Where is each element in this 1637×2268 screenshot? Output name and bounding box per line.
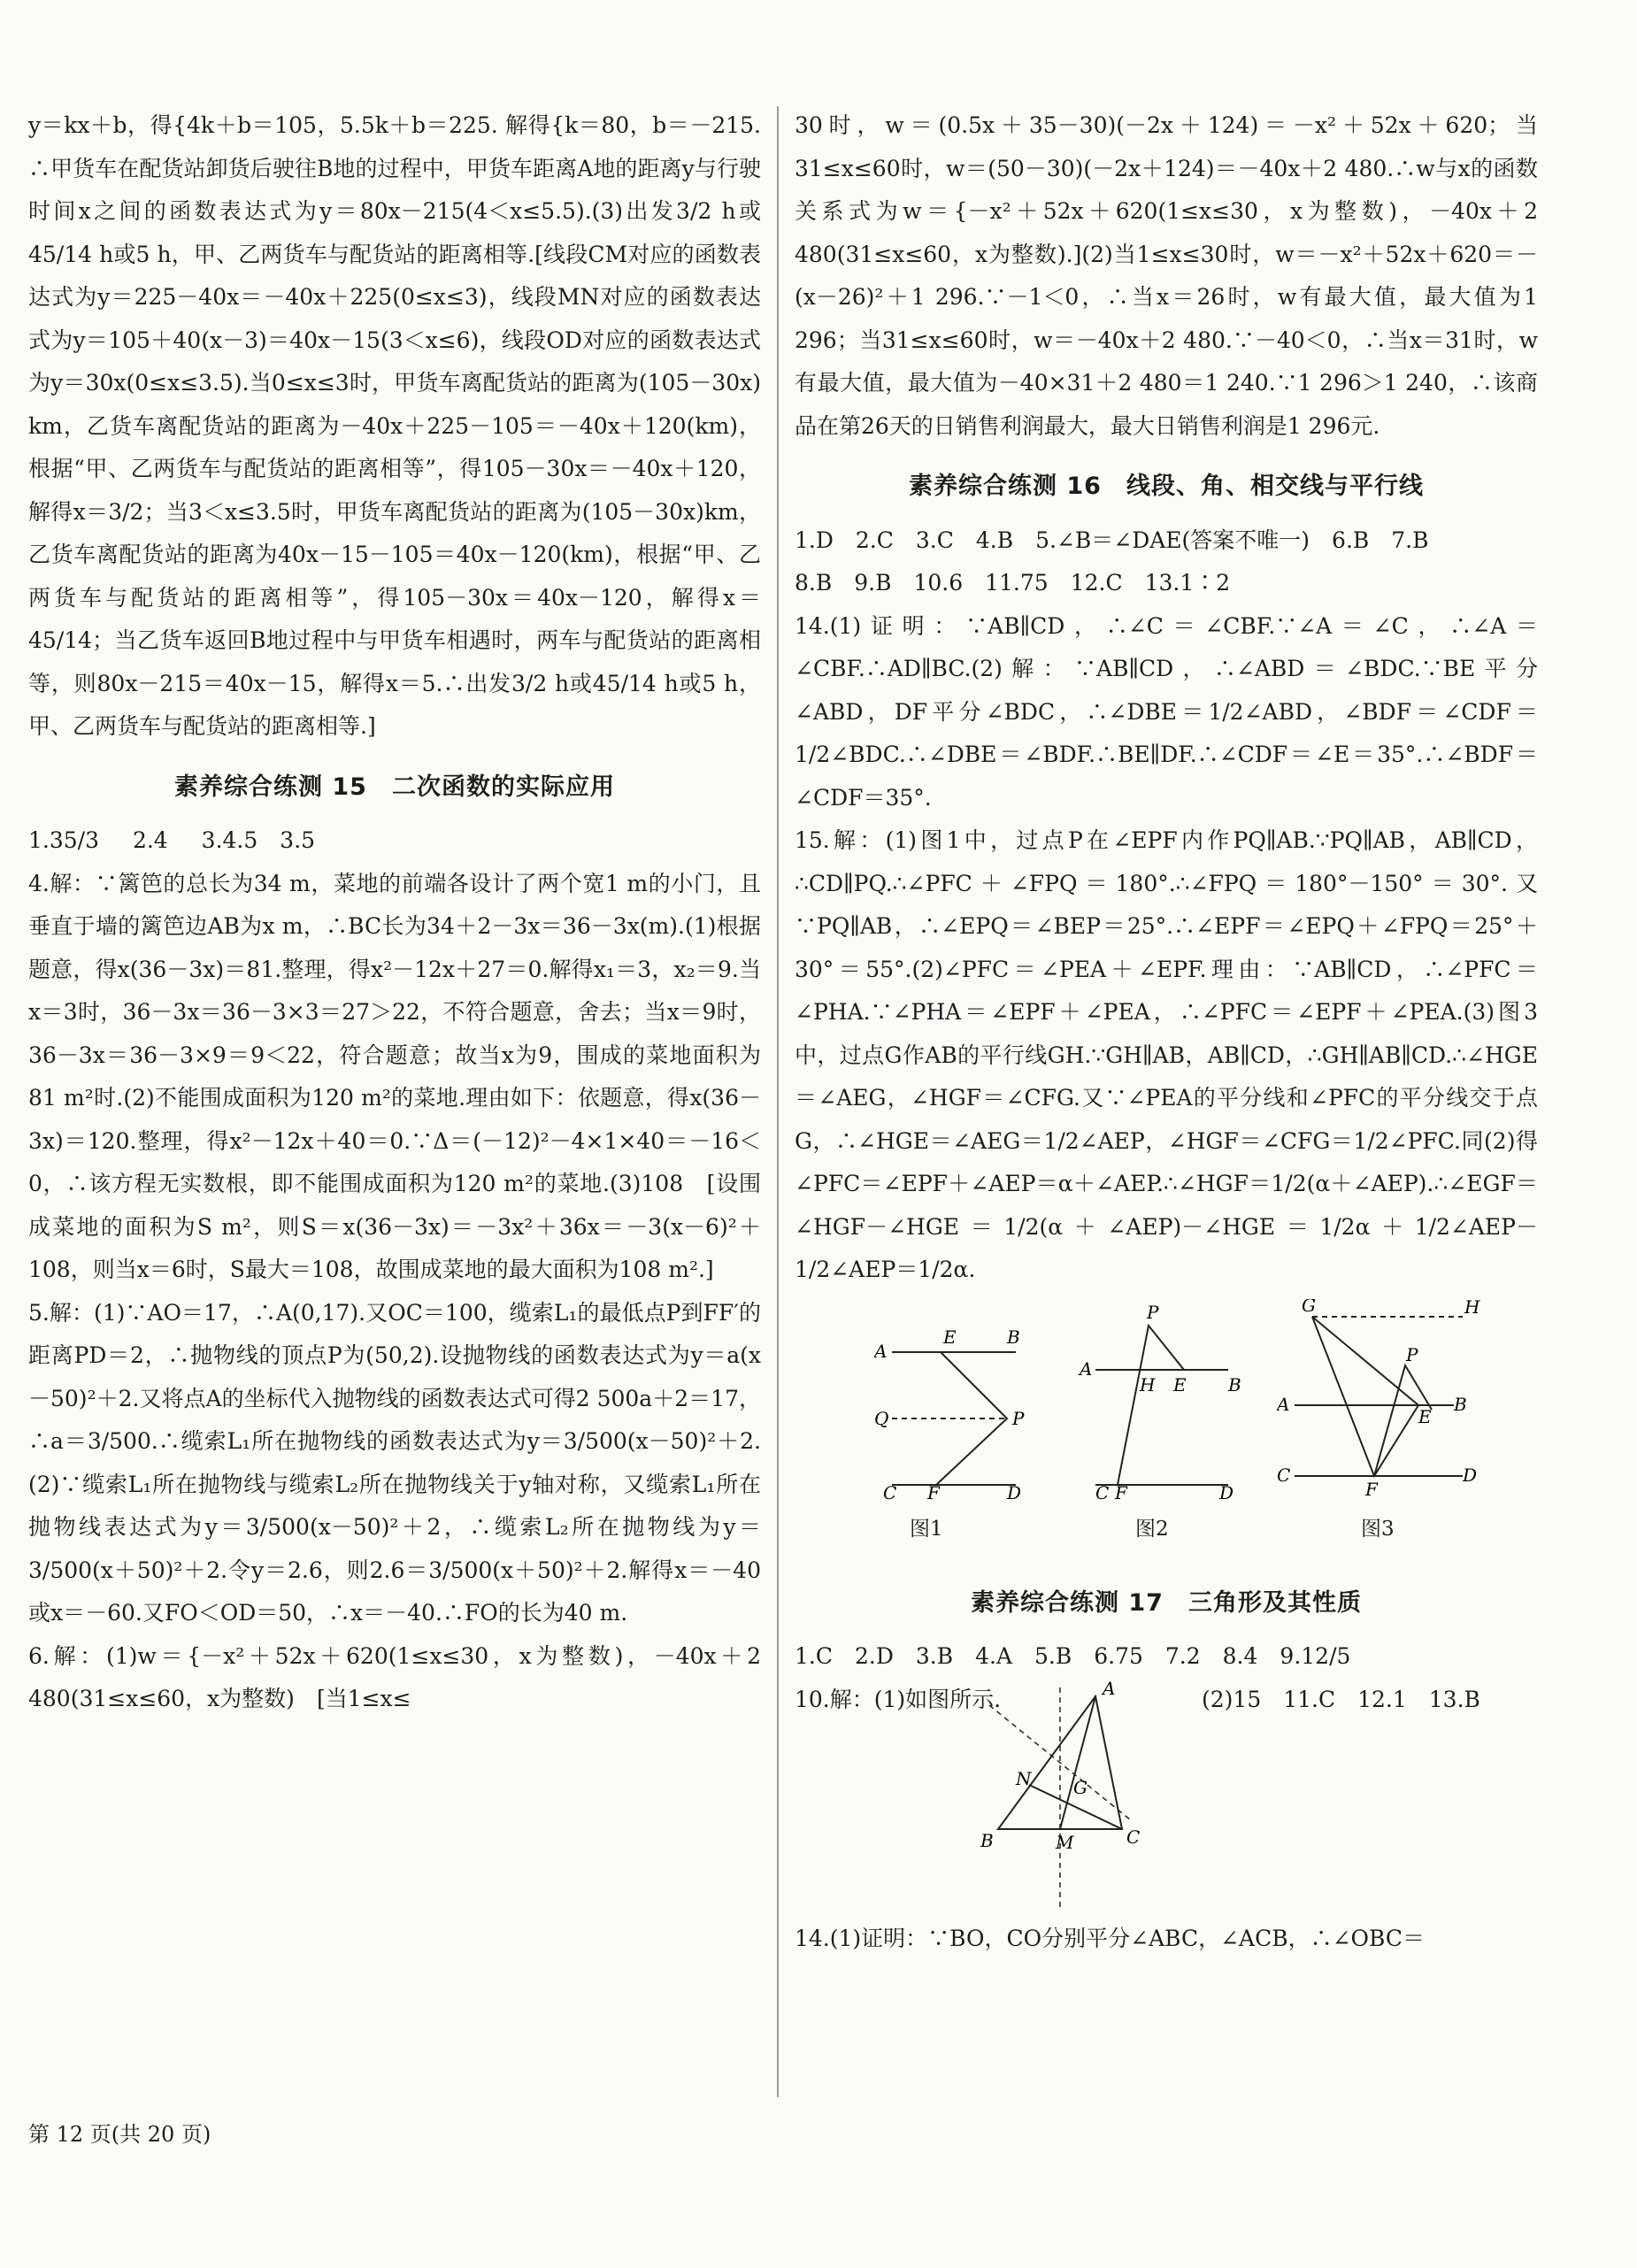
question-10-block <box>795 1679 1538 1918</box>
figure-2-diagram <box>1078 1299 1255 1503</box>
svg-text:B: B <box>980 1829 994 1851</box>
section-heading-16: 素养综合练测 16 线段、角、相交线与平行线 <box>909 473 1424 500</box>
page-footer: 第 12 页(共 20 页) <box>28 2122 211 2147</box>
column-divider <box>777 106 779 2097</box>
question-10-answers: (2)15 11.C 12.1 13.B <box>1202 1686 1480 1712</box>
answer-item: 1.35/3 <box>28 827 99 853</box>
svg-text:A: A <box>1080 1357 1093 1380</box>
svg-text:P: P <box>1406 1343 1418 1365</box>
question-10-text: 10.解：(1)如图所示. <box>795 1686 1002 1712</box>
figure-2-label: 图2 <box>1135 1517 1169 1541</box>
section-heading-17: 素养综合练测 17 三角形及其性质 <box>971 1588 1362 1617</box>
svg-text:A: A <box>1277 1393 1290 1415</box>
svg-text:F: F <box>1115 1481 1127 1503</box>
answer-continued-text: y＝kx＋b，得{4k＋b＝105，5.5k＋b＝225. 解得{k＝80，b＝－215. ∴甲货车在配货站卸货后驶往B地的过程中，甲货车距离A地的距离y与行驶时间x之间的函数表达式为y＝80x－215(4＜x≤5.5).(3)出发3/2 h或45/14 h或5 h，甲、乙两货车与配货站的距离相等.[线段CM对应的函数表达式为y＝225－40x＝－40x＋225(0≤x≤3)，线段MN对应的函数表达式为y＝105＋40(x－3)＝40x－15(3＜x≤6)，线段OD对应的函数表达式为y＝30x(0≤x≤3.5).当0≤x≤3时，甲货车离配货站的距离为(105－30x) km，乙货车离配货站的距离为－40x＋225－105＝－40x＋120(km)，根据“甲、乙两货车与配货站的距离相等”，得105－30x＝－40x＋120，解得x＝3/2；当3＜x≤3.5时，甲货车离配货站的距离为(105－30x)km，乙货车离配货站的距离为40x－15－105＝40x－120(km)，根据“甲、乙两货车与配货站的距离相等”，得105－30x＝40x－120，解得x＝45/14；当乙货车返回B地过程中与甲货车相遇时，两车与配货站的距离相等，则80x－215＝40x－15，解得x＝5.∴出发3/2 h或45/14 h或5 h，甲、乙两货车与配货站的距离相等.] <box>28 112 761 739</box>
svg-text:D: D <box>1007 1481 1022 1503</box>
svg-text:M: M <box>1056 1831 1074 1853</box>
svg-text:G: G <box>1302 1298 1316 1316</box>
svg-text:F: F <box>927 1481 940 1503</box>
figure-3-diagram <box>1277 1299 1489 1503</box>
section-heading-15: 素养综合练测 15 二次函数的实际应用 <box>174 773 615 801</box>
answer-item: 3.4.5 3.5 <box>201 827 316 853</box>
svg-text:D: D <box>1219 1481 1234 1503</box>
svg-text:E: E <box>1173 1373 1187 1395</box>
svg-text:B: B <box>1228 1373 1241 1395</box>
figure-3-label: 图3 <box>1361 1517 1395 1541</box>
svg-text:B: B <box>1454 1393 1467 1415</box>
svg-text:E: E <box>1418 1405 1432 1427</box>
answers-15 <box>28 819 761 863</box>
svg-text:G: G <box>1073 1776 1087 1798</box>
svg-text:P: P <box>1012 1407 1025 1429</box>
svg-text:B: B <box>1007 1326 1020 1348</box>
solution-15: 15.解：(1)图1中，过点P在∠EPF内作PQ∥AB.∵PQ∥AB，AB∥CD，∴CD∥PQ.∴∠PFC＋∠FPQ＝180°.∴∠FPQ＝180°－150°＝30°.又∵PQ∥AB，∴∠EPQ＝∠BEP＝25°.∴∠EPF＝∠EPQ＋∠FPQ＝25°＋30°＝55°.(2)∠PFC＝∠PEA＋∠EPF.理由：∵AB∥CD，∴∠PFC＝∠PHA.∵∠PHA＝∠EPF＋∠PEA，∴∠PFC＝∠EPF＋∠PEA.(3)图3中，过点G作AB的平行线GH.∵GH∥AB，AB∥CD，∴GH∥AB∥CD.∴∠HGE＝∠AEG，∠HGF＝∠CFG.又∵∠PEA的平分线和∠PFC的平分线交于点G，∴∠HGE＝∠AEG＝1/2∠AEP，∠HGF＝∠CFG＝1/2∠PFC.同(2)得∠PFC＝∠EPF＋∠AEP＝α＋∠AEP.∴∠HGF＝1/2(α＋∠AEP).∴∠EGF＝∠HGF－∠HGE＝1/2(α＋∠AEP)－∠HGE＝1/2α＋1/2∠AEP－1/2∠AEP＝1/2α. <box>795 827 1538 1282</box>
answer-item: 2.4 <box>132 827 168 853</box>
svg-text:Q: Q <box>874 1407 889 1429</box>
answers-16-line2: 8.B 9.B 10.6 11.75 12.C 13.1∶2 <box>795 570 1231 596</box>
solution-5: 5.解：(1)∵AO＝17，∴A(0,17).又OC＝100，缆索L₁的最低点P到FF′的距离PD＝2，∴抛物线的顶点P为(50,2).设抛物线的函数表达式为y＝a(x－50)²＋2.又将点A的坐标代入抛物线的函数表达式可得2 500a＋2＝17，∴a＝3/500.∴缆索L₁所在抛物线的函数表达式为y＝3/500(x－50)²＋2.(2)∵缆索L₁所在抛物线与缆索L₂所在抛物线关于y轴对称，又缆索L₁所在抛物线表达式为y＝3/500(x－50)²＋2，∴缆索L₂所在抛物线为y＝3/500(x＋50)²＋2.令y＝2.6，则2.6＝3/500(x＋50)²＋2.解得x＝－40或x＝－60.又FO＜OD＝50，∴x＝－40.∴FO的长为40 m. <box>28 1299 761 1626</box>
figure-1-diagram <box>874 1317 1051 1503</box>
svg-text:N: N <box>1016 1767 1032 1789</box>
svg-text:A: A <box>874 1340 888 1362</box>
svg-text:D: D <box>1463 1464 1478 1486</box>
svg-text:C: C <box>883 1481 897 1503</box>
solution-6: 6.解：(1)w＝{－x²＋52x＋620(1≤x≤30，x为整数)，－40x＋2 480(31≤x≤60，x为整数) [当1≤x≤ <box>28 1642 761 1711</box>
solution-6-continued: 30时，w＝(0.5x＋35－30)(－2x＋124)＝－x²＋52x＋620；当31≤x≤60时，w＝(50－30)(－2x＋124)＝－40x＋2 480.∴w与x的函数关系式为w＝{－x²＋52x＋620(1≤x≤30，x为整数)，－40x＋2 480(31≤x≤60，x为整数).](2)当1≤x≤30时，w＝－x²＋52x＋620＝－(x－26)²＋1 296.∵－1＜0，∴当x＝26时，w有最大值，最大值为1 296；当31≤x≤60时，w＝－40x＋2 480.∵－40＜0，∴当x＝31时，w有最大值，最大值为－40×31＋2 480＝1 240.∵1 296＞1 240，∴该商品在第26天的日销售利润最大，最大日销售利润是1 296元. <box>795 112 1538 439</box>
svg-text:H: H <box>1140 1373 1156 1395</box>
right-column <box>795 104 1538 1960</box>
svg-text:P: P <box>1147 1301 1159 1323</box>
svg-text:A: A <box>1103 1677 1116 1699</box>
solution-14: 14.(1)证明：∵AB∥CD，∴∠C＝∠CBF.∵∠A＝∠C，∴∠A＝∠CBF.∴AD∥BC.(2)解：∵AB∥CD，∴∠ABD＝∠BDC.∵BE平分∠ABD，DF平分∠BDC，∴∠DBE＝1/2∠ABD，∠BDF＝∠CDF＝1/2∠BDC.∴∠DBE＝∠BDF.∴BE∥DF.∴∠CDF＝∠E＝35°.∴∠BDF＝∠CDF＝35°. <box>795 612 1538 811</box>
svg-text:H: H <box>1464 1298 1480 1318</box>
svg-text:C: C <box>1095 1481 1110 1503</box>
solution-14b: 14.(1)证明：∵BO，CO分别平分∠ABC，∠ACB，∴∠OBC＝ <box>795 1925 1426 1951</box>
svg-text:C: C <box>1277 1464 1291 1486</box>
triangle-construction-diagram <box>980 1670 1184 1926</box>
svg-text:F: F <box>1365 1478 1378 1500</box>
svg-text:E: E <box>943 1326 957 1348</box>
answers-16-line1: 1.D 2.C 3.C 4.B 5.∠B＝∠DAE(答案不唯一) 6.B 7.B <box>795 527 1429 553</box>
left-column <box>28 104 761 1721</box>
geometry-figures <box>795 1299 1538 1565</box>
answers-17-line1: 1.C 2.D 3.B 4.A 5.B 6.75 7.2 8.4 9.12/5 <box>795 1643 1351 1669</box>
figure-1-label: 图1 <box>910 1517 943 1541</box>
svg-text:C: C <box>1126 1826 1141 1848</box>
solution-4: 4.解：∵篱笆的总长为34 m，菜地的前端各设计了两个宽1 m的小门，且垂直于墙的篱笆边AB为x m，∴BC长为34＋2－3x＝36－3x(m).(1)根据题意，得x(36－3x)＝81.整理，得x²－12x＋27＝0.解得x₁＝3，x₂＝9.当x＝3时，36－3x＝36－3×3＝27＞22，不符合题意，舍去；当x＝9时，36－3x＝36－3×9＝9＜22，符合题意；故当x为9，围成的菜地面积为81 m²时.(2)不能围成面积为120 m²的菜地.理由如下：依题意，得x(36－3x)＝120.整理，得x²－12x＋40＝0.∵Δ＝(－12)²－4×1×40＝－16＜0，∴该方程无实数根，即不能围成面积为120 m²的菜地.(3)108 [设围成菜地的面积为S m²，则S＝x(36－3x)＝－3x²＋36x＝－3(x－6)²＋108，则当x＝6时，S最大＝108，故围成菜地的最大面积为108 m².] <box>28 870 761 1282</box>
